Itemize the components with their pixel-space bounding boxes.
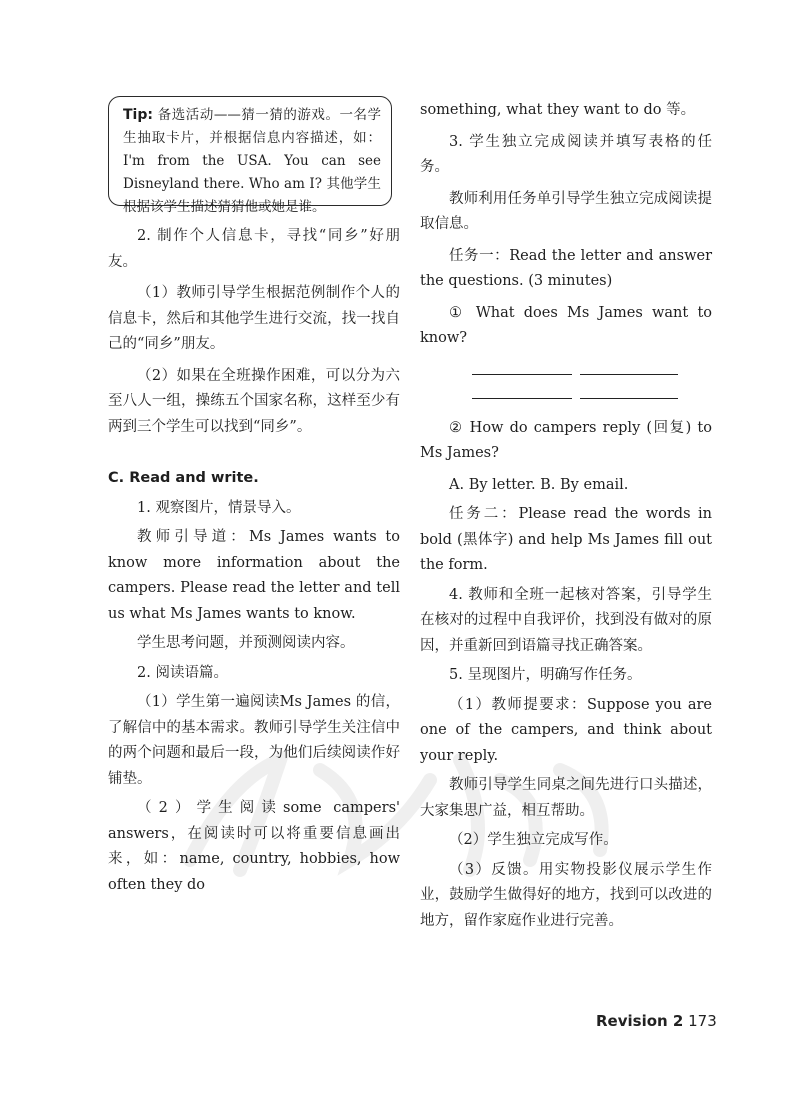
answer-blank (580, 398, 678, 399)
question-2: ② How do campers reply (回复) to Ms James? (420, 419, 712, 461)
tip-text: 备选活动——猜一猜的游戏。一名学生抽取卡片，并根据信息内容描述，如：I'm from the USA. You can see Disneyland there. Who am I? 其他学生根据该学生描述猜猜他或她是谁。 (123, 107, 381, 215)
left-column (108, 224, 400, 898)
right-paragraph-11: （3）反馈。用实物投影仪展示学生作业，鼓励学生做得好的地方，找到可以改进的地方，留作家庭作业进行完善。 (420, 861, 712, 929)
left-paragraph-8: （1）学生第一遍阅读Ms James 的信，了解信中的基本需求。教师引导学生关注信中的两个问题和最后一段，为他们后续阅读作好铺垫。 (108, 694, 400, 787)
footer-label: Revision 2 (596, 1012, 684, 1030)
left-paragraph-4: 1. 观察图片，情景导入。 (137, 499, 301, 516)
right-paragraph-2: 3. 学生独立完成阅读并填写表格的任务。 (420, 133, 712, 175)
right-column (420, 98, 712, 934)
left-paragraph-5: 教师引导道：Ms James wants to know more information about the campers. Please read the letter and tell us what Ms James wants to know. (108, 529, 400, 622)
right-paragraph-4: 任务一：Read the letter and answer the questions. (3 minutes) (420, 247, 712, 289)
right-paragraph-10: （2）学生独立完成写作。 (449, 832, 618, 848)
left-paragraph-1: 2. 制作个人信息卡，寻找“同乡”好朋友。 (108, 228, 400, 270)
question-2-options: A. By letter. B. By email. (449, 476, 629, 493)
right-paragraph-8: （1）教师提要求：Suppose you are one of the campers, and think about your reply. (420, 696, 712, 764)
left-paragraph-7: 2. 阅读语篇。 (137, 664, 228, 681)
right-paragraph-7: 5. 呈现图片，明确写作任务。 (449, 667, 642, 683)
left-paragraph-6: 学生思考问题，并预测阅读内容。 (137, 635, 355, 651)
left-paragraph-2: （1）教师引导学生根据范例制作个人的信息卡，然后和其他学生进行交流，找一找自己的“同乡”朋友。 (108, 285, 400, 352)
answer-blanks (420, 352, 712, 402)
tip-label: Tip: (123, 107, 153, 123)
left-paragraph-3: （2）如果在全班操作困难，可以分为六至八人一组，操练五个国家名称，这样至少有两到三个学生可以找到“同乡”。 (108, 367, 400, 435)
section-heading: C. Read and write. (108, 470, 259, 486)
answer-blank (472, 374, 572, 375)
right-paragraph-6: 4. 教师和全班一起核对答案，引导学生在核对的过程中自我评价，找到没有做对的原因，并重新回到语篇寻找正确答案。 (420, 586, 712, 654)
right-paragraph-3: 教师利用任务单引导学生独立完成阅读提取信息。 (420, 190, 712, 232)
tip-box (108, 96, 392, 215)
answer-blank (580, 374, 678, 375)
right-paragraph-9: 教师引导学生同桌之间先进行口头描述，大家集思广益，相互帮助。 (420, 777, 712, 819)
page-footer (596, 1012, 717, 1030)
left-paragraph-9: （2）学生阅读some campers' answers，在阅读时可以将重要信息画出来，如：name, country, hobbies, how often they do (108, 800, 400, 893)
page-number: 173 (688, 1012, 717, 1030)
right-paragraph-5: 任务二：Please read the words in bold (黑体字) and help Ms James fill out the form. (420, 506, 712, 573)
answer-blank (472, 398, 572, 399)
question-1: ① What does Ms James want to know? (420, 304, 712, 346)
right-paragraph-1: something, what they want to do 等。 (420, 102, 696, 118)
